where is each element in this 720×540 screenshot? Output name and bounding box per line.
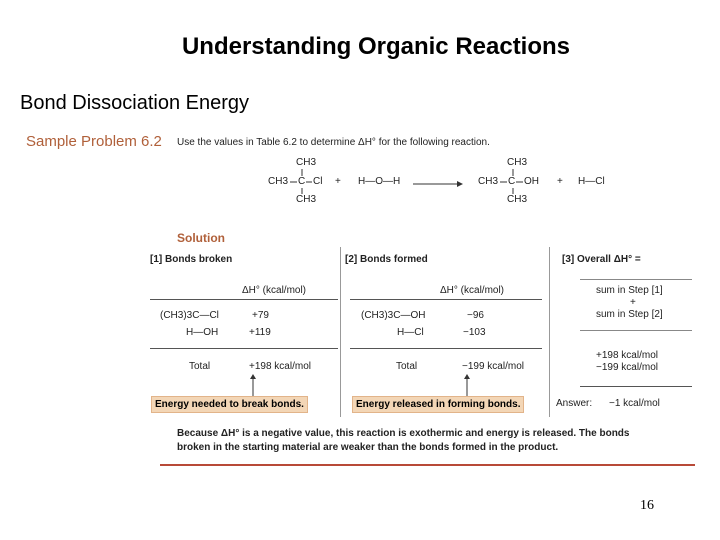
water-molecule: H—O—H <box>358 176 401 187</box>
step3-sum-step1: sum in Step [1] <box>596 285 663 296</box>
conclusion-text: Because ΔH° is a negative value, this reaction is exothermic and energy is released. The bonds <box>177 428 630 439</box>
step3-plus: + <box>630 297 636 308</box>
step3-value-2: −199 kcal/mol <box>596 362 658 373</box>
product-central-carbon: C <box>508 176 516 187</box>
step2-value: −96 <box>467 310 484 321</box>
step1-total-value: +198 kcal/mol <box>249 361 311 372</box>
plus-sign: + <box>557 176 563 187</box>
page-number: 16 <box>640 498 654 513</box>
step1-total-label: Total <box>189 361 211 372</box>
step1-note-box: Energy needed to break bonds. <box>151 396 308 413</box>
answer-value: −1 kcal/mol <box>609 398 660 409</box>
reactant-methyl-top: CH3 <box>296 157 317 168</box>
plus-sign: + <box>335 176 341 187</box>
page-title: Understanding Organic Reactions <box>181 33 571 60</box>
reactant-chlorine: Cl <box>313 176 323 187</box>
column-divider <box>549 247 550 417</box>
hydrogen-chloride: H—Cl <box>578 176 605 187</box>
product-methyl-bottom: CH3 <box>507 194 528 205</box>
step2-bond: H—Cl <box>397 327 424 338</box>
step2-value: −103 <box>463 327 486 338</box>
step1-value: +79 <box>252 310 269 321</box>
step1-arrow <box>250 374 256 396</box>
step3-sum-step2: sum in Step [2] <box>596 309 663 320</box>
step2-total-rule <box>350 348 542 349</box>
step1-value: +119 <box>249 327 271 338</box>
step1-total-rule <box>150 348 338 349</box>
problem-instruction: Use the values in Table 6.2 to determine ΔH° for the following reaction. <box>177 137 490 148</box>
step1-bond: (CH3)3C—Cl <box>160 310 219 321</box>
footer-rule <box>160 464 695 466</box>
step3-value-1: +198 kcal/mol <box>596 350 658 361</box>
product-methyl-top: CH3 <box>507 157 528 168</box>
step2-total-value: −199 kcal/mol <box>462 361 524 372</box>
reactant-central-carbon: C <box>298 176 306 187</box>
step2-header: [2] Bonds formed <box>345 254 428 265</box>
step2-note-box: Energy released in forming bonds. <box>352 396 524 413</box>
step1-column-header: ΔH° (kcal/mol) <box>242 285 307 296</box>
column-divider <box>340 247 341 417</box>
step2-header-rule <box>350 299 542 300</box>
solution-heading: Solution <box>177 231 225 245</box>
section-subtitle: Bond Dissociation Energy <box>20 92 250 114</box>
step1-header: [1] Bonds broken <box>150 254 233 265</box>
step1-header-rule <box>150 299 338 300</box>
step2-total-label: Total <box>396 361 418 372</box>
step1-bond: H—OH <box>186 327 219 338</box>
reactant-methyl-left: CH3 <box>268 176 289 187</box>
reactant-methyl-bottom: CH3 <box>296 194 317 205</box>
step2-bond: (CH3)3C—OH <box>361 310 426 321</box>
product-hydroxyl: OH <box>524 176 539 187</box>
step2-column-header: ΔH° (kcal/mol) <box>440 285 505 296</box>
step3-header: [3] Overall ΔH° = <box>562 254 641 265</box>
sample-problem-label: Sample Problem 6.2 <box>26 133 162 150</box>
answer-label: Answer: <box>556 398 593 409</box>
product-methyl-left: CH3 <box>478 176 499 187</box>
step3-answer-rule <box>580 386 692 387</box>
conclusion-text: broken in the starting material are weaker than the bonds formed in the product. <box>177 442 559 453</box>
step2-arrow <box>464 374 470 396</box>
